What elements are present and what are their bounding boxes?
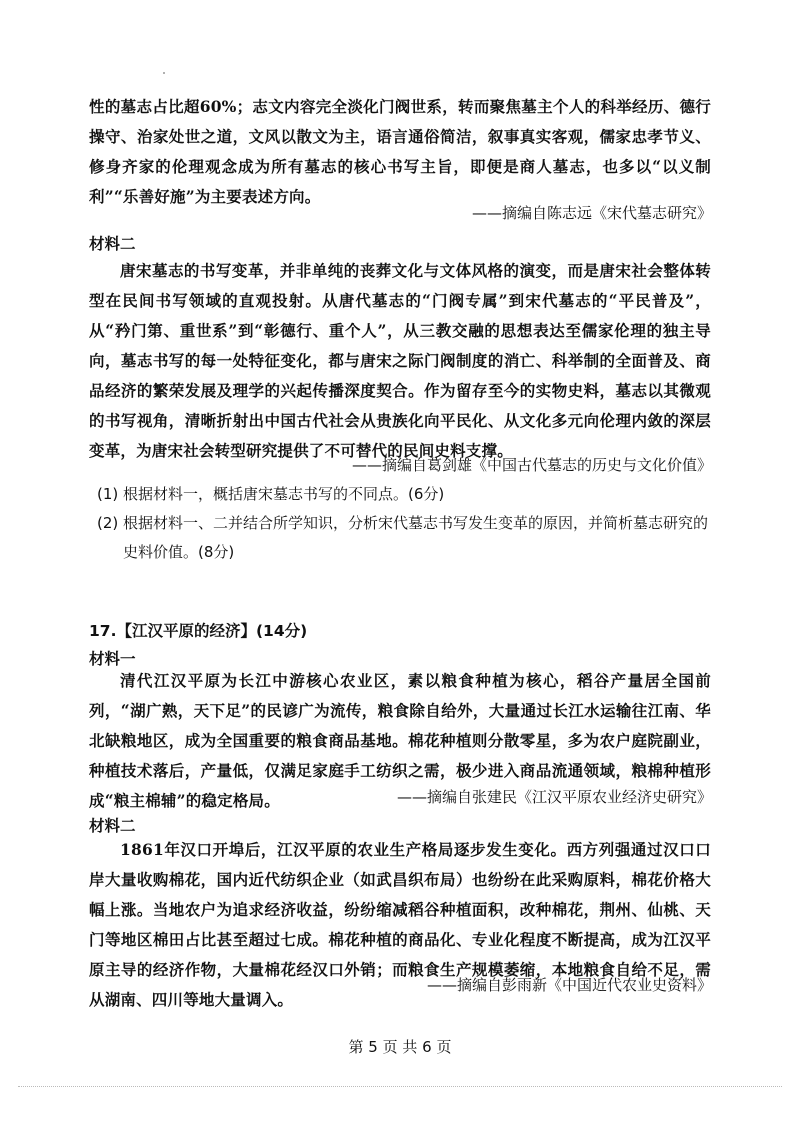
intro-source: ——摘编自陈志远《宋代墓志研究》 xyxy=(471,204,712,222)
divider xyxy=(18,1086,782,1087)
question-16-2 xyxy=(97,509,712,567)
q17-material2-text: 1861年汉口开埠后，江汉平原的农业生产格局逐步发生变化。西方列强通过汉口口岸大量收购棉花，国内近代纺织企业（如武昌织布局）也纷纷在此采购原料，棉花价格大幅上涨。当地农户为追求经济收益，纷纷缩减稻谷种植面积，改种棉花，荆州、仙桃、天门等地区棉田占比甚至超过七成。棉花种植的商品化、专业化程度不断提高，成为江汉平原主导的经济作物，大量棉花经汉口外销；而粮食生产规模萎缩，本地粮食自给不足，需从湖南、四川等地大量调入。 xyxy=(89,840,711,1009)
q17-material1-heading: 材料一 xyxy=(89,650,136,668)
q17-material2-heading: 材料二 xyxy=(89,817,136,835)
intro-paragraph: 性的墓志占比超60%；志文内容完全淡化门阀世系，转而聚焦墓主个人的科举经历、德行操守、治家处世之道，文风以散文为主，语言通俗简洁，叙事真实客观，儒家忠孝节义、修身齐家的伦理观念成为所有墓志的核心书写主旨，即便是商人墓志，也多以“以义制利”“乐善好施”为主要表述方向。 xyxy=(89,97,711,206)
question-text: (2) 根据材料一、二并结合所学知识，分析宋代墓志书写发生变革的原因，并简析墓志研究的 xyxy=(97,514,709,532)
q17-material1-text: 清代江汉平原为长江中游核心农业区，素以粮食种植为核心，稻谷产量居全国前列，“湖广熟，天下足”的民谚广为流传，粮食除自给外，大量通过长江水运输往江南、华北缺粮地区，成为全国重要的粮食商品基地。棉花种植则分散零星，多为农户庭院副业，种植技术落后，产量低，仅满足家庭手工纺织之需，极少进入商品流通领域，粮棉种植形成“粮主棉辅”的稳定格局。 xyxy=(89,671,711,810)
q17-title: 17.【江汉平原的经济】(14分) xyxy=(89,622,308,640)
page-number: 第 5 页 共 6 页 xyxy=(348,1038,452,1056)
question-text: (1) 根据材料一，概括唐宋墓志书写的不同点。(6分) xyxy=(97,485,445,503)
q16-material2-heading: 材料二 xyxy=(89,235,136,253)
question-text-continued: 史料价值。(8分) xyxy=(123,543,235,561)
q17-material2-source: ——摘编自彭雨新《中国近代农业史资料》 xyxy=(426,976,712,994)
q16-material2-text: 唐宋墓志的书写变革，并非单纯的丧葬文化与文体风格的演变，而是唐宋社会整体转型在民间书写领域的直观投射。从唐代墓志的“门阀专属”到宋代墓志的“平民普及”，从“矜门第、重世系”到“彰德行、重个人”，从三教交融的思想表达至儒家伦理的独主导向，墓志书写的每一处特征变化，都与唐宋之际门阀制度的消亡、科举制的全面普及、商品经济的繁荣发展及理学的兴起传播深度契合。作为留存至今的实物史料，墓志以其微观的书写视角，清晰折射出中国古代社会从贵族化向平民化、从文化多元向伦理内敛的深层变革，为唐宋社会转型研究提供了不可替代的民间史料支撑。 xyxy=(89,261,711,460)
q16-material2-source: ——摘编自葛剑雄《中国古代墓志的历史与文化价值》 xyxy=(351,456,712,474)
scan-speck xyxy=(163,72,165,74)
question-16-1 xyxy=(97,480,712,509)
q17-material1-source: ——摘编自张建民《江汉平原农业经济史研究》 xyxy=(396,788,712,806)
